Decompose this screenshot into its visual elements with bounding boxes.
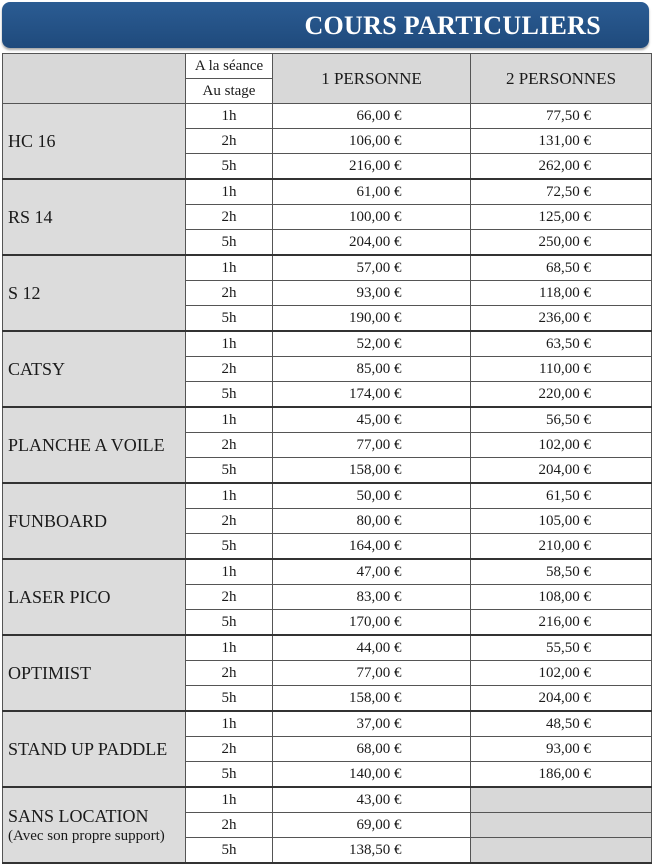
price-2-personnes <box>471 737 652 762</box>
price-1-personne <box>273 129 471 154</box>
price-value: 68,00 € <box>356 740 402 757</box>
duration-cell: 1h <box>186 179 273 205</box>
price-1-personne <box>273 711 471 737</box>
price-2-personnes <box>471 255 652 281</box>
price-value: 47,00 € <box>356 563 402 580</box>
price-2-personnes <box>471 458 652 484</box>
duration-cell: 1h <box>186 483 273 509</box>
duration-cell: 2h <box>186 813 273 838</box>
category-name: S 12 <box>8 282 41 303</box>
price-2-personnes <box>471 711 652 737</box>
duration-cell: 2h <box>186 357 273 382</box>
price-2-personnes <box>471 433 652 458</box>
duration-cell: 5h <box>186 686 273 712</box>
price-value: 105,00 € <box>538 512 591 529</box>
price-2-personnes <box>471 534 652 560</box>
price-1-personne <box>273 407 471 433</box>
page-title: COURS PARTICULIERS <box>304 11 601 40</box>
price-2-personnes <box>471 129 652 154</box>
table-row <box>3 255 652 281</box>
price-value: 236,00 € <box>538 309 591 326</box>
category-name: SANS LOCATION <box>8 805 149 826</box>
price-value: 45,00 € <box>356 411 402 428</box>
price-value: 56,50 € <box>546 411 591 428</box>
duration-cell: 2h <box>186 585 273 610</box>
price-1-personne <box>273 458 471 484</box>
price-1-personne <box>273 610 471 636</box>
category-name: CATSY <box>8 358 66 379</box>
duration-cell: 5h <box>186 306 273 332</box>
category-name: STAND UP PADDLE <box>8 738 168 759</box>
price-value: 77,50 € <box>546 107 591 124</box>
price-1-personne <box>273 813 471 838</box>
price-1-personne <box>273 382 471 408</box>
price-1-personne <box>273 534 471 560</box>
price-2-personnes <box>471 661 652 686</box>
price-value: 216,00 € <box>349 157 402 174</box>
category-cell <box>3 104 186 180</box>
price-2-personnes <box>471 610 652 636</box>
price-1-personne <box>273 357 471 382</box>
table-row <box>3 104 652 129</box>
price-value: 158,00 € <box>349 461 402 478</box>
price-2-personnes <box>471 331 652 357</box>
price-rows <box>3 104 652 864</box>
price-value: 108,00 € <box>538 588 591 605</box>
price-2-personnes <box>471 230 652 256</box>
price-value: 37,00 € <box>356 715 402 732</box>
price-value: 125,00 € <box>538 208 591 225</box>
price-2-personnes-empty <box>471 838 652 864</box>
header-stage: Au stage <box>186 79 273 104</box>
price-value: 61,50 € <box>546 487 591 504</box>
price-1-personne <box>273 255 471 281</box>
price-1-personne <box>273 686 471 712</box>
duration-cell: 2h <box>186 737 273 762</box>
price-2-personnes <box>471 104 652 129</box>
price-value: 186,00 € <box>538 765 591 782</box>
price-2-personnes <box>471 762 652 788</box>
duration-cell: 5h <box>186 838 273 864</box>
price-value: 77,00 € <box>356 664 402 681</box>
price-value: 158,00 € <box>349 689 402 706</box>
category-cell <box>3 331 186 407</box>
price-value: 52,00 € <box>356 335 402 352</box>
table-row <box>3 711 652 737</box>
price-value: 66,00 € <box>356 107 402 124</box>
price-1-personne <box>273 104 471 129</box>
price-value: 44,00 € <box>356 639 402 656</box>
price-value: 106,00 € <box>349 132 402 149</box>
price-1-personne <box>273 737 471 762</box>
category-cell <box>3 559 186 635</box>
price-value: 61,00 € <box>356 183 402 200</box>
duration-cell: 5h <box>186 230 273 256</box>
duration-cell: 1h <box>186 104 273 129</box>
price-value: 262,00 € <box>538 157 591 174</box>
price-1-personne <box>273 230 471 256</box>
price-value: 83,00 € <box>356 588 402 605</box>
table-row <box>3 787 652 813</box>
duration-cell: 1h <box>186 255 273 281</box>
duration-cell: 5h <box>186 534 273 560</box>
duration-cell: 5h <box>186 458 273 484</box>
price-value: 58,50 € <box>546 563 591 580</box>
price-1-personne <box>273 661 471 686</box>
price-table <box>2 53 652 864</box>
category-cell <box>3 787 186 863</box>
price-value: 102,00 € <box>538 664 591 681</box>
price-2-personnes <box>471 407 652 433</box>
price-1-personne <box>273 635 471 661</box>
price-value: 210,00 € <box>538 537 591 554</box>
price-2-personnes <box>471 357 652 382</box>
price-value: 80,00 € <box>356 512 402 529</box>
price-2-personnes <box>471 154 652 180</box>
duration-cell: 1h <box>186 635 273 661</box>
duration-cell: 2h <box>186 281 273 306</box>
price-value: 72,50 € <box>546 183 591 200</box>
category-name: LASER PICO <box>8 586 111 607</box>
category-name: FUNBOARD <box>8 510 108 531</box>
price-1-personne <box>273 585 471 610</box>
price-value: 110,00 € <box>539 360 591 377</box>
duration-cell: 1h <box>186 711 273 737</box>
price-value: 55,50 € <box>546 639 591 656</box>
price-2-personnes <box>471 281 652 306</box>
price-value: 77,00 € <box>356 436 402 453</box>
price-value: 140,00 € <box>349 765 402 782</box>
price-1-personne <box>273 509 471 534</box>
price-value: 85,00 € <box>356 360 402 377</box>
category-cell <box>3 407 186 483</box>
price-value: 93,00 € <box>546 740 591 757</box>
category-name: PLANCHE A VOILE <box>8 434 165 455</box>
price-value: 204,00 € <box>538 461 591 478</box>
price-2-personnes <box>471 585 652 610</box>
price-1-personne <box>273 331 471 357</box>
duration-cell: 2h <box>186 205 273 230</box>
duration-cell: 5h <box>186 762 273 788</box>
table-row <box>3 407 652 433</box>
price-value: 138,50 € <box>349 841 402 858</box>
price-2-personnes <box>471 306 652 332</box>
category-cell <box>3 179 186 255</box>
price-value: 93,00 € <box>356 284 402 301</box>
price-1-personne <box>273 762 471 788</box>
price-value: 69,00 € <box>356 816 402 833</box>
header-1-personne: 1 PERSONNE <box>273 54 471 104</box>
category-name: HC 16 <box>8 130 56 151</box>
duration-cell: 5h <box>186 610 273 636</box>
table-row <box>3 179 652 205</box>
price-1-personne <box>273 306 471 332</box>
price-value: 68,50 € <box>546 259 591 276</box>
duration-cell: 2h <box>186 129 273 154</box>
price-value: 63,50 € <box>546 335 591 352</box>
price-value: 43,00 € <box>356 791 402 808</box>
category-cell <box>3 711 186 787</box>
price-value: 190,00 € <box>349 309 402 326</box>
duration-cell: 2h <box>186 661 273 686</box>
price-value: 204,00 € <box>538 689 591 706</box>
price-2-personnes <box>471 382 652 408</box>
price-2-personnes <box>471 686 652 712</box>
duration-cell: 2h <box>186 433 273 458</box>
price-1-personne <box>273 787 471 813</box>
table-row <box>3 331 652 357</box>
category-cell <box>3 483 186 559</box>
duration-cell: 5h <box>186 154 273 180</box>
price-1-personne <box>273 281 471 306</box>
category-name: OPTIMIST <box>8 662 92 683</box>
category-note: (Avec son propre support) <box>8 827 165 844</box>
price-2-personnes <box>471 205 652 230</box>
price-value: 50,00 € <box>356 487 402 504</box>
price-2-personnes-empty <box>471 787 652 813</box>
duration-cell: 1h <box>186 559 273 585</box>
table-row <box>3 559 652 585</box>
price-value: 131,00 € <box>538 132 591 149</box>
duration-cell: 2h <box>186 509 273 534</box>
header-blank-cell <box>3 54 186 104</box>
price-2-personnes <box>471 509 652 534</box>
price-1-personne <box>273 205 471 230</box>
price-value: 220,00 € <box>538 385 591 402</box>
header-2-personnes: 2 PERSONNES <box>471 54 652 104</box>
price-value: 174,00 € <box>349 385 402 402</box>
price-1-personne <box>273 179 471 205</box>
duration-cell: 1h <box>186 787 273 813</box>
price-2-personnes <box>471 483 652 509</box>
price-value: 100,00 € <box>349 208 402 225</box>
duration-cell: 5h <box>186 382 273 408</box>
category-cell <box>3 635 186 711</box>
price-value: 102,00 € <box>538 436 591 453</box>
header-seance: A la séance <box>186 54 273 79</box>
price-value: 250,00 € <box>538 233 591 250</box>
price-2-personnes <box>471 179 652 205</box>
price-1-personne <box>273 154 471 180</box>
price-value: 57,00 € <box>356 259 402 276</box>
price-1-personne <box>273 483 471 509</box>
table-row <box>3 483 652 509</box>
price-value: 48,50 € <box>546 715 591 732</box>
price-value: 204,00 € <box>349 233 402 250</box>
title-banner <box>2 2 649 48</box>
price-value: 216,00 € <box>538 613 591 630</box>
price-value: 164,00 € <box>349 537 402 554</box>
price-1-personne <box>273 838 471 864</box>
price-2-personnes-empty <box>471 813 652 838</box>
price-value: 118,00 € <box>539 284 591 301</box>
table-row <box>3 635 652 661</box>
duration-cell: 1h <box>186 407 273 433</box>
category-cell <box>3 255 186 331</box>
price-1-personne <box>273 433 471 458</box>
price-value: 170,00 € <box>349 613 402 630</box>
price-2-personnes <box>471 635 652 661</box>
category-name: RS 14 <box>8 206 53 227</box>
price-1-personne <box>273 559 471 585</box>
price-2-personnes <box>471 559 652 585</box>
duration-cell: 1h <box>186 331 273 357</box>
